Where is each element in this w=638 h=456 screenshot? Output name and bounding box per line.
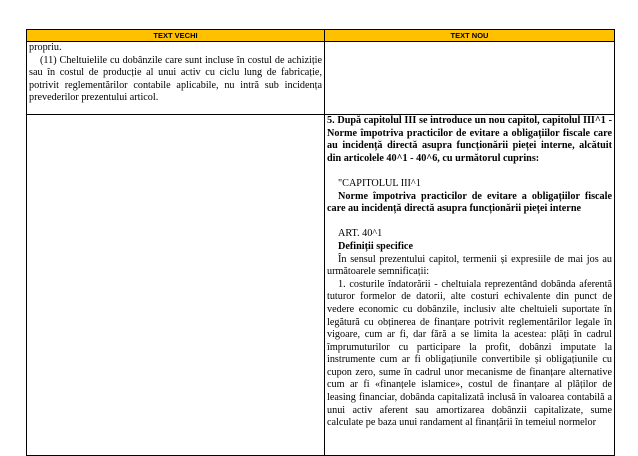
header-new-text: TEXT NOU	[325, 30, 615, 42]
new-text-cell	[325, 115, 615, 456]
definitions-intro: În sensul prezentului capitol, termenii și expresiile de mai jos au următoarele semnificații:	[327, 253, 612, 278]
old-text-line: propriu.	[29, 42, 62, 53]
table-row	[27, 115, 615, 456]
chapter-title: Norme împotriva practicilor de evitare a obligațiilor fiscale care au incidență directă asupra funcționării pieței interne	[327, 190, 612, 215]
comparison-table	[26, 29, 615, 456]
header-row	[27, 30, 615, 42]
old-text-paragraph-11: (11) Cheltuielile cu dobânzile care sunt incluse în costul de achiziție sau în costul de producție al unui activ cu ciclu lung de fabricație, potrivit reglementărilor contabile aplicabile, nu intră sub incidența prevederilor prezentului articol.	[29, 54, 322, 104]
old-text-cell	[27, 42, 325, 115]
old-text-cell	[27, 115, 325, 456]
table-row	[27, 42, 615, 115]
definition-1: 1. costurile îndatorării - cheltuiala reprezentând dobânda aferentă tuturor formelor de datorii, alte costuri echivalente din punct de vedere economic cu dobânzile, inclusiv alte cheltuieli suportate în legătură cu obținerea de finanțare potrivit reglementărilor legale în vigoare, cum ar fi, dar fără a se limita la acestea: plăți în cadrul împrumuturilor cu participare la profit, dobânzi imputate la instrumente cum ar fi obligațiunile convertibile și obligațiunile cu cupon zero, sume în cadrul unor mecanisme de finanțare alternative cum ar fi «finanțele islamice», costul de finanțare al plăților de leasing financiar, dobânda capitalizată inclusă în valoarea contabilă a unui activ aferent sau amortizarea dobânzii capitalizate, sume calculate pe baza unui randament al finanțării în temeiul normelor	[327, 278, 612, 429]
chapter-heading: "CAPITOLUL III^1	[338, 177, 421, 189]
new-text-cell	[325, 42, 615, 115]
article-title: Definiții specifice	[338, 240, 413, 252]
article-number: ART. 40^1	[338, 228, 383, 240]
header-old-text: TEXT VECHI	[27, 30, 325, 42]
amendment-intro: 5. După capitolul III se introduce un nou capitol, capitolul III^1 - Norme împotriva practicilor de evitare a obligațiilor fiscale care au incidență directă asupra funcționării pieței interne, alcătuit din articolele 40^1 - 40^6, cu următorul cuprins:	[327, 115, 612, 164]
